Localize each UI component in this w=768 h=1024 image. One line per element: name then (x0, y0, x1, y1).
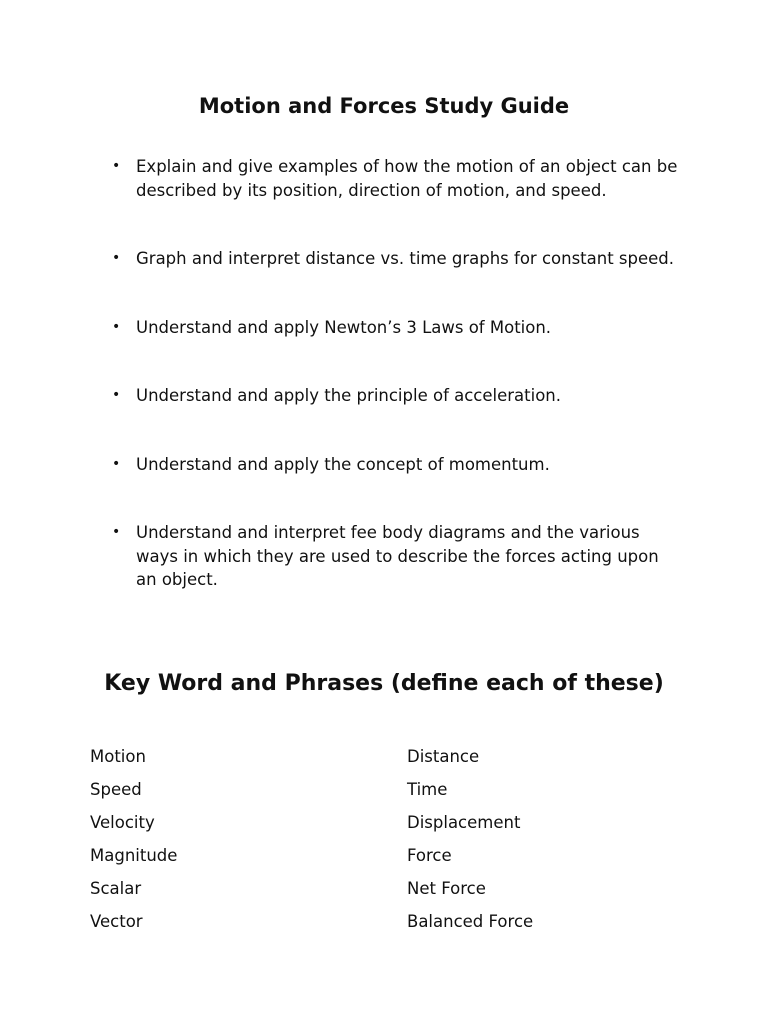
terms-column-right (407, 740, 533, 938)
objective-item (108, 521, 678, 592)
term-item: Magnitude (90, 846, 178, 865)
term-item: Vector (90, 912, 143, 931)
term-item: Balanced Force (407, 912, 534, 931)
term-item: Net Force (407, 879, 486, 898)
term-item: Speed (90, 780, 142, 799)
page-title: Motion and Forces Study Guide (198, 94, 570, 118)
term-item: Velocity (90, 813, 155, 832)
objective-text: Understand and interpret fee body diagrams and the various ways in which they are used to describe the forces acting upon an object. (136, 523, 659, 589)
objective-item (108, 155, 678, 202)
objective-item (108, 384, 678, 408)
bullet-icon: • (112, 250, 121, 266)
objective-item (108, 316, 678, 340)
objective-item (108, 247, 678, 271)
terms-column-left (90, 740, 177, 938)
keywords-heading: Key Word and Phrases (define each of these) (104, 671, 664, 696)
term-item: Scalar (90, 879, 142, 898)
term-item: Displacement (407, 813, 521, 832)
bullet-icon: • (112, 158, 121, 174)
objective-text: Explain and give examples of how the motion of an object can be described by its position, direction of motion, and speed. (136, 157, 678, 200)
term-item: Distance (407, 747, 480, 766)
term-item: Motion (90, 747, 146, 766)
bullet-icon: • (112, 387, 121, 403)
objective-text: Understand and apply the principle of acceleration. (136, 386, 562, 405)
objective-text: Understand and apply Newton’s 3 Laws of Motion. (136, 317, 552, 337)
objectives-list (108, 155, 678, 592)
bullet-icon: • (112, 318, 121, 335)
objective-text: Understand and apply the concept of momentum. (136, 454, 550, 474)
bullet-icon: • (112, 455, 121, 472)
term-item: Time (407, 780, 448, 799)
objective-text: Graph and interpret distance vs. time graphs for constant speed. (136, 249, 675, 268)
bullet-icon: • (112, 524, 121, 540)
term-item: Force (407, 846, 452, 865)
objective-item (108, 453, 678, 477)
